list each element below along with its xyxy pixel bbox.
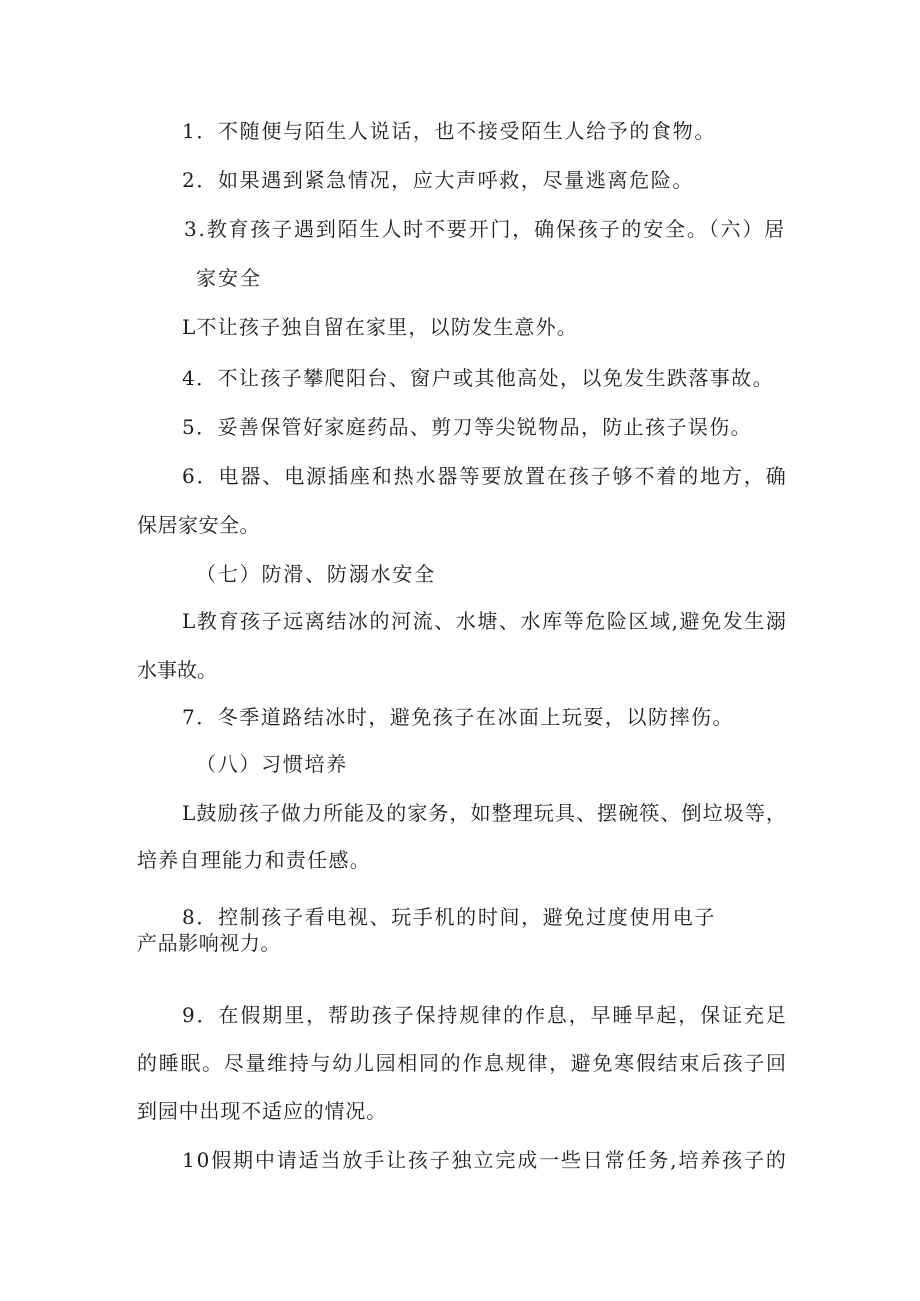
line-18: 产品影响视力。 [137,931,281,955]
line-22: 10假期中请适当放手让孩子独立完成一些日常任务,培养孩子的 [182,1148,786,1172]
line-17: 8．控制孩子看电视、玩手机的时间，避免过度使用电子 [182,905,716,929]
line-16: 培养自理能力和责任感。 [137,848,371,872]
section-heading-8: （八）习惯培养 [196,752,348,776]
line-13: 7．冬季道路结冰时，避免孩子在冰面上玩耍，以防摔伤。 [182,705,734,729]
line-15: L鼓励孩子做力所能及的家务，如整理玩具、摆碗筷、倒垃圾等， [182,801,786,825]
line-12: 水事故。 [137,658,217,682]
line-6: 4．不让孩子攀爬阳台、窗户或其他高处，以免发生跌落事故。 [182,366,774,390]
section-heading-7: （七）防滑、防溺水安全 [196,562,436,586]
line-11: L教育孩子远离结冰的河流、水塘、水库等危险区域,避免发生溺 [182,609,786,633]
line-9: 保居家安全。 [137,513,260,537]
line-7: 5．妥善保管好家庭药品、剪刀等尖锐物品，防止孩子误伤。 [182,415,752,439]
line-4: 家安全 [196,266,262,290]
line-8: 6．电器、电源插座和热水器等要放置在孩子够不着的地方，确 [182,464,786,488]
line-3: 3.教育孩子遇到陌生人时不要开门，确保孩子的安全。（六）居 [184,217,786,241]
line-1: 1．不随便与陌生人说话，也不接受陌生人给予的食物。 [182,119,716,143]
line-5: L不让孩子独自留在家里，以防发生意外。 [182,315,578,339]
line-20: 的睡眠。尽量维持与幼儿园相同的作息规律，避免寒假结束后孩子回 [137,1051,786,1075]
line-19: 9．在假期里，帮助孩子保持规律的作息，早睡早起，保证充足 [182,1003,786,1027]
line-2: 2．如果遇到紧急情况，应大声呼救，尽量逃离危险。 [182,168,694,192]
line-21: 到园中出现不适应的情况。 [137,1099,387,1123]
